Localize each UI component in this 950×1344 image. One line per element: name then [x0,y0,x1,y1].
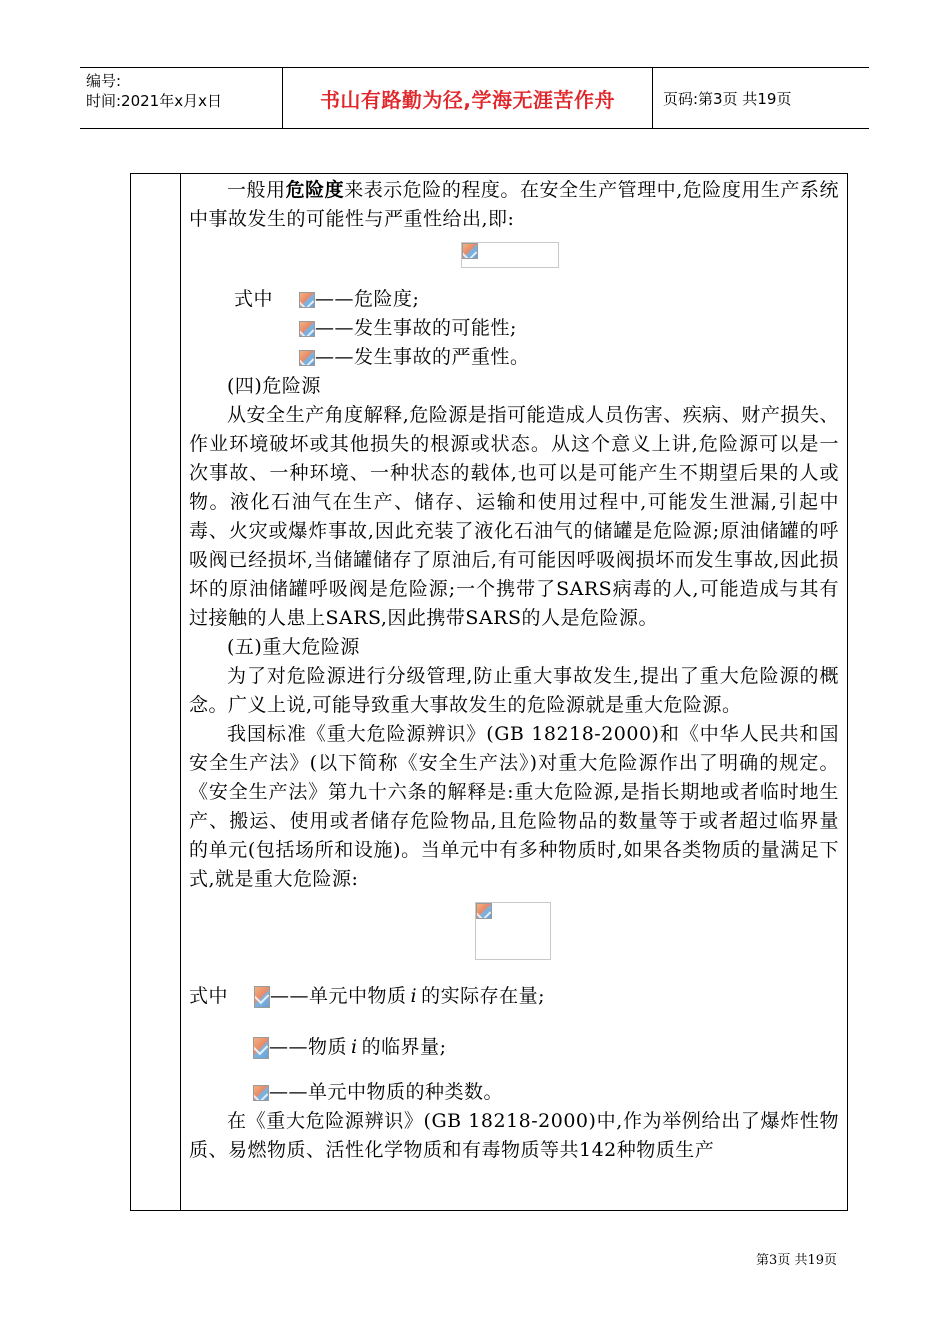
content-body [189,176,839,1165]
content-table [130,173,848,1211]
definition-text-5a: ——物质 [269,1036,348,1058]
paragraph-hazard-source: 从安全生产角度解释,危险源是指可能造成人员伤害、疾病、财产损失、作业环境破坏或其他损失的根源或状态。从这个意义上讲,危险源可以是一次事故、一种环境、一种状态的载体,也可以是可能产生不期望后果的人或物。液化石油气在生产、储存、运输和使用过程中,可能发生泄漏,引起中毒、火灾或爆炸事故,因此充装了液化石油气的储罐是危险源;原油储罐的呼吸阀已经损坏,当储罐储存了原油后,有可能因呼吸阀损坏而发生事故,因此损坏的原油储罐呼吸阀是危险源;一个携带了SARS病毒的人,可能造成与其有过接触的人患上SARS,因此携带SARS的人是危险源。 [189,404,839,629]
broken-image-icon [253,1037,269,1059]
variable-i: i [351,1036,358,1058]
header-page-cell [653,68,869,128]
definition-row-2 [189,314,839,343]
paragraph-major-hazard-standard: 我国标准《重大危险源辨识》(GB 18218-2000)和《中华人民共和国安全生产法》(以下简称《安全生产法》)对重大危险源作出了明确的规定。《安全生产法》第九十六条的解释是:重大危险源,是指长期地或者临时地生产、搬运、使用或者储存危险物品,且危险物品的数量等于或者超过临界量的单元(包括场所和设施)。当单元中有多种物质时,如果各类物质的量满足下式,就是重大危险源: [189,723,839,890]
p1-suffix: 来表示危险的程度。在安全生产管理中,危险度用生产系统中事故发生的可能性与严重性给出,即: [189,179,839,230]
definition-row-6 [189,1078,839,1107]
header-motto: 书山有路勤为径,学海无涯苦作舟 [319,87,616,112]
page-header [80,67,869,129]
broken-image-icon [476,903,492,919]
definition-row-5 [189,1033,839,1062]
term-danger-degree: 危险度 [285,179,345,201]
broken-image-icon [299,292,315,308]
formula-image-2 [475,902,551,960]
broken-image-icon [299,321,315,337]
broken-image-icon [299,350,315,366]
broken-image-icon [254,986,270,1008]
definition-text-1: ——危险度; [315,288,420,310]
page-footer: 第3页 共19页 [756,1253,837,1268]
definition-row-3 [189,343,839,372]
document-number-label: 编号: [86,72,122,90]
definition-prefix-1: 式中 [234,288,274,310]
definition-text-4a: ——单元中物质 [270,985,407,1007]
definition-row-1 [189,285,839,314]
paragraph-major-hazard-concept: 为了对危险源进行分级管理,防止重大事故发生,提出了重大危险源的概念。广义上说,可能导致重大事故发生的危险源就是重大危险源。 [189,665,839,716]
definition-text-5b: 的临界量; [361,1036,447,1058]
header-page-label: 页码:第3页 共19页 [663,89,792,108]
variable-i: i [410,985,418,1007]
broken-image-icon [462,243,478,259]
table-column-divider [180,174,181,1210]
definition-row-4 [189,982,839,1011]
heading-major-hazard: (五)重大危险源 [227,636,360,658]
formula-image-1 [461,242,559,268]
header-motto-cell [282,68,653,128]
definition-text-4b: 的实际存在量; [421,985,546,1007]
heading-hazard-source: (四)危险源 [227,375,321,397]
broken-image-icon [253,1085,269,1101]
paragraph-standard-example: 在《重大危险源辨识》(GB 18218-2000)中,作为举例给出了爆炸性物质、易燃物质、活性化学物质和有毒物质等共142种物质生产 [189,1110,839,1161]
definition-text-3: ——发生事故的严重性。 [315,346,530,368]
definition-prefix-4: 式中 [189,985,229,1007]
p1-prefix: 一般用 [227,179,286,201]
paragraph-danger-degree [189,176,839,234]
document-time-label: 时间:2021年x月x日 [86,92,222,110]
definition-text-6: ——单元中物质的种类数。 [269,1081,504,1103]
header-meta [80,68,282,128]
definition-text-2: ——发生事故的可能性; [315,317,517,339]
